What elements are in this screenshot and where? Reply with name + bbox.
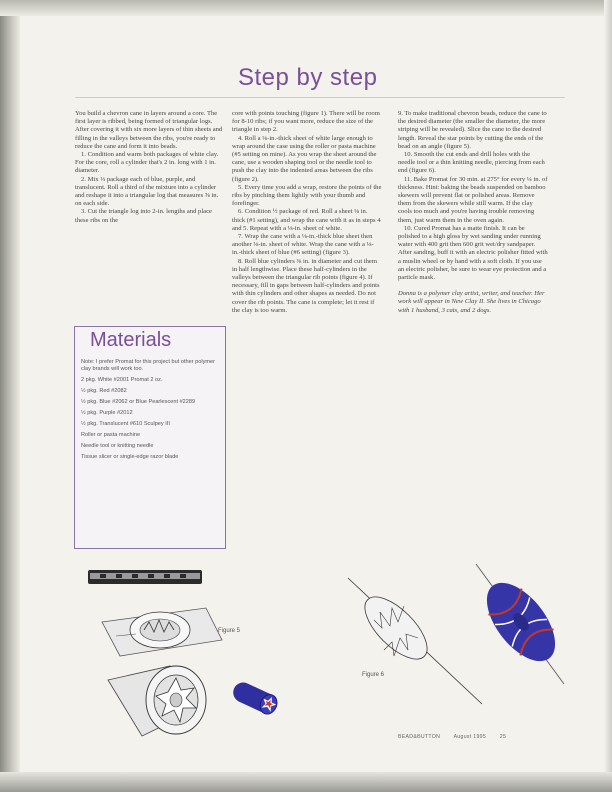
materials-item: Tissue slicer or single-edge razor blade <box>81 454 179 460</box>
materials-heading: Materials <box>90 329 172 351</box>
razor-blade-illustration <box>86 566 204 588</box>
issue-date: August 1995 <box>453 734 487 740</box>
paragraph: core with points touching (figure 1). There will be room for 8-10 ribs; if you want more, reduce the size of the triangle in step 2. <box>232 110 380 134</box>
purple-bead-photo <box>226 676 284 720</box>
page-shadow-top <box>0 0 612 16</box>
page-footer <box>398 734 548 740</box>
page-shadow-right <box>604 0 612 792</box>
materials-note: Note: I prefer Promat for this project but other polymer clay brands will work too. <box>81 359 215 372</box>
materials-list <box>81 359 221 465</box>
materials-item: ½ pkg. Purple #2012 <box>81 410 133 416</box>
magazine-name: BEAD&BUTTON <box>398 734 441 740</box>
materials-item: Needle tool or knitting needle <box>81 443 154 449</box>
title-divider <box>75 97 565 98</box>
materials-box <box>74 326 226 549</box>
paragraph: 6. Condition ½ package of red. Roll a sheet ⅛ in. thick (#1 setting), and wrap the cane with it as in steps 4 and 5. Repeat with a ⅛-in. sheet of white. <box>232 208 381 232</box>
text-column-1 <box>75 110 223 225</box>
paragraph: You build a chevron cane in layers around a core. The first layer is ribbed, being formed of triangular logs. After covering it with six more layers of thin sheets and filling in the valleys between the ribs, you're ready to reduce the cane and form it into beads. <box>75 110 223 150</box>
paragraph: 10. Cured Promat has a matte finish. It can be polished to a high gloss by wet sanding under running water with 400 grit then 600 grit wet/dry sandpaper. After sanding, buff it with an electric polisher fitted with a muslin wheel or by hand with a soft cloth. If you use an electric polisher, be sure to wear eye protection and a particle mask. <box>398 224 548 282</box>
materials-item: ½ pkg. Blue #2062 or Blue Pearlescent #2289 <box>81 399 196 405</box>
paragraph: 4. Roll a ⅛-in.-thick sheet of white large enough to wrap around the case using the roller or pasta machine (#5 setting on mine). As you wrap the sheet around the cane, use a wooden shaping tool or the needle tool to push the clay into the indented areas between the ribs (figure 2). <box>232 134 377 183</box>
materials-item: ½ pkg. Translucent #610 Sculpey III <box>81 421 170 427</box>
materials-item: 2 pkg. White #2001 Promat 2 oz. <box>81 377 163 383</box>
paragraph: 9. To make traditional chevron beads, reduce the cane to the desired diameter (the smaller the diameter, the more striping will be revealed). Slice the cane to the desired length. Reveal the star points by cutting the ends of the bead on an angle (figure 5). <box>398 110 547 150</box>
paragraph: 5. Every time you add a wrap, restore the points of the ribs by pinching them lightly with your thumb and forefinger. <box>232 183 382 208</box>
paragraph: 10. Smooth the cut ends and drill holes with the needle tool or a thin knitting needle, piercing from each end (figure 6). <box>398 151 545 175</box>
paragraph: 1. Condition and warm both packages of white clay. For the core, roll a cylinder that's 2 in. long with 1 in. diameter. <box>75 151 219 175</box>
text-column-3 <box>398 110 548 315</box>
chevron-bead-photo <box>466 556 576 690</box>
paragraph: 11. Bake Promat for 30 min. at 275° for every ¼ in. of thickness. Hint: baking the beads suspended on bamboo skewers will prevent flat or polished areas. Remove them from the skewers while still warm. If the clay cools too much and you're having trouble removing them, just warm them in the oven again. <box>398 175 548 224</box>
materials-item: ½ pkg. Red #2082 <box>81 388 127 394</box>
figure-5-label: Figure 5 <box>218 628 241 634</box>
text-column-2 <box>232 110 382 315</box>
figure-5-cane-slice <box>96 592 226 662</box>
paragraph: 2. Mix ⅓ package each of blue, purple, and translucent. Roll a third of the mixture into a cylinder and reshape it into a triangular log that measures ⅝ in. on each side. <box>75 175 219 208</box>
figure-6-label: Figure 6 <box>362 672 385 678</box>
cane-cross-section-illustration <box>100 660 212 744</box>
page-title: Step by step <box>238 64 378 91</box>
paragraph: 7. Wrap the cane with a ⅛-in.-thick blue sheet then another ⅛-in. sheet of white. Wrap the cane with a ⅛-in.-thick sheet of blue (#6 setting) (figure 3). <box>232 233 374 257</box>
paragraph: 8. Roll blue cylinders ⅜ in. in diameter and cut them in half lengthwise. Place these half-cylinders in the valleys between the triangular rib points (figure 4). If necessary, fill in gaps between half-cylinders and points with thin cylinders and other shapes as needed. Do not cover the rib points. The cane is complete; let it rest if the clay is too warm. <box>232 257 380 314</box>
page-number: 25 <box>499 734 507 740</box>
materials-item: Roller or pasta machine <box>81 432 141 438</box>
paragraph: 3. Cut the triangle log into 2-in. lengths and place these ribs on the <box>75 208 212 224</box>
author-bio: Donna is a polymer clay artist, writer, and teacher. Her work will appear in New Clay II. She lives in Chicago with 1 husband, 3 cats, and 2 dogs. <box>398 290 545 314</box>
page-shadow-bottom <box>0 772 612 792</box>
page-shadow-left <box>0 0 20 792</box>
